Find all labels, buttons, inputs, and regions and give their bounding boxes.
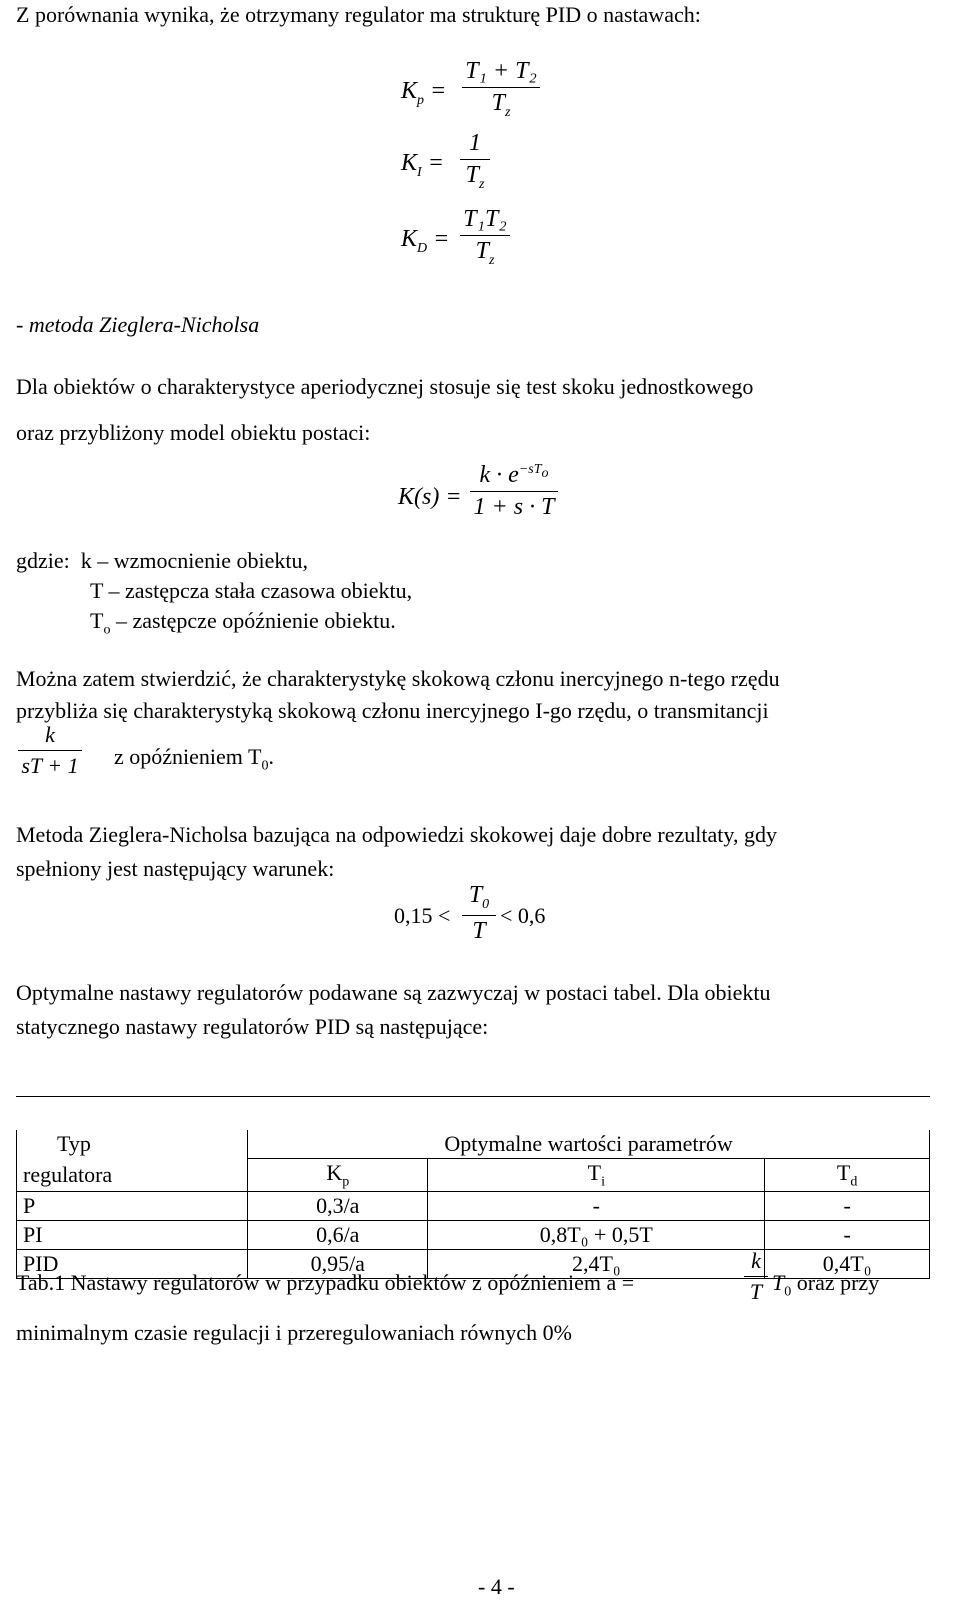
header-type-1: Typ [17, 1130, 248, 1159]
settings-table [16, 1130, 930, 1279]
page-number: - 4 - [478, 1574, 515, 1599]
para1-line2: oraz przybliżony model obiektu postaci: [16, 420, 371, 445]
para1-line1: Dla obiektów o charakterystyce aperiodycznej stosuje się test skoku jednostkowego [16, 374, 754, 399]
where-item-k: k – wzmocnienie obiektu, [80, 548, 309, 573]
where-label: gdzie: k – wzmocnienie obiektu, [16, 548, 309, 573]
para4-line2: statycznego nastawy regulatorów PID są następujące: [16, 1014, 489, 1039]
table-row: PID 0,95/a 2,4T₀ 0,4T₀ [17, 1250, 930, 1279]
para4-line1: Optymalne nastawy regulatorów podawane są zazwyczaj w postaci tabel. Dla obiektu [16, 980, 771, 1005]
table-row: P 0,3/a - - [17, 1192, 930, 1221]
intro-text: Z porównania wynika, że otrzymany regulator ma strukturę PID o nastawach: [16, 2, 701, 27]
header-td: $T_d$ [765, 1159, 930, 1192]
para2-line2: przybliża się charakterystyką skokową członu inercyjnego I-go rzędu, o transmitancji [16, 698, 769, 723]
table-header-row [17, 1130, 930, 1159]
table-header-row [17, 1159, 930, 1192]
para3-line1: Metoda Zieglera-Nicholsa bazująca na odpowiedzi skokowej daje dobre rezultaty, gdy [16, 822, 777, 847]
where-item-to: $T_o$ – zastępcze opóźnienie obiektu. [90, 608, 396, 638]
where-item-t: T – zastępcza stała czasowa obiektu, [90, 578, 413, 603]
header-ti: $T_i$ [428, 1159, 765, 1192]
para2-line1: Można zatem stwierdzić, że charakterystykę skokową członu inercyjnego n-tego rzędu [16, 666, 780, 691]
header-optimal: Optymalne wartości parametrów [248, 1130, 930, 1159]
header-type-2: regulatora [17, 1159, 248, 1192]
header-kp: $K_p$ [248, 1159, 428, 1192]
zn-heading: - metoda Zieglera-Nicholsa [16, 312, 260, 337]
para3-line2: spełniony jest następujący warunek: [16, 856, 335, 881]
table-row: PI 0,6/a 0,8T₀ + 0,5T - [17, 1221, 930, 1250]
